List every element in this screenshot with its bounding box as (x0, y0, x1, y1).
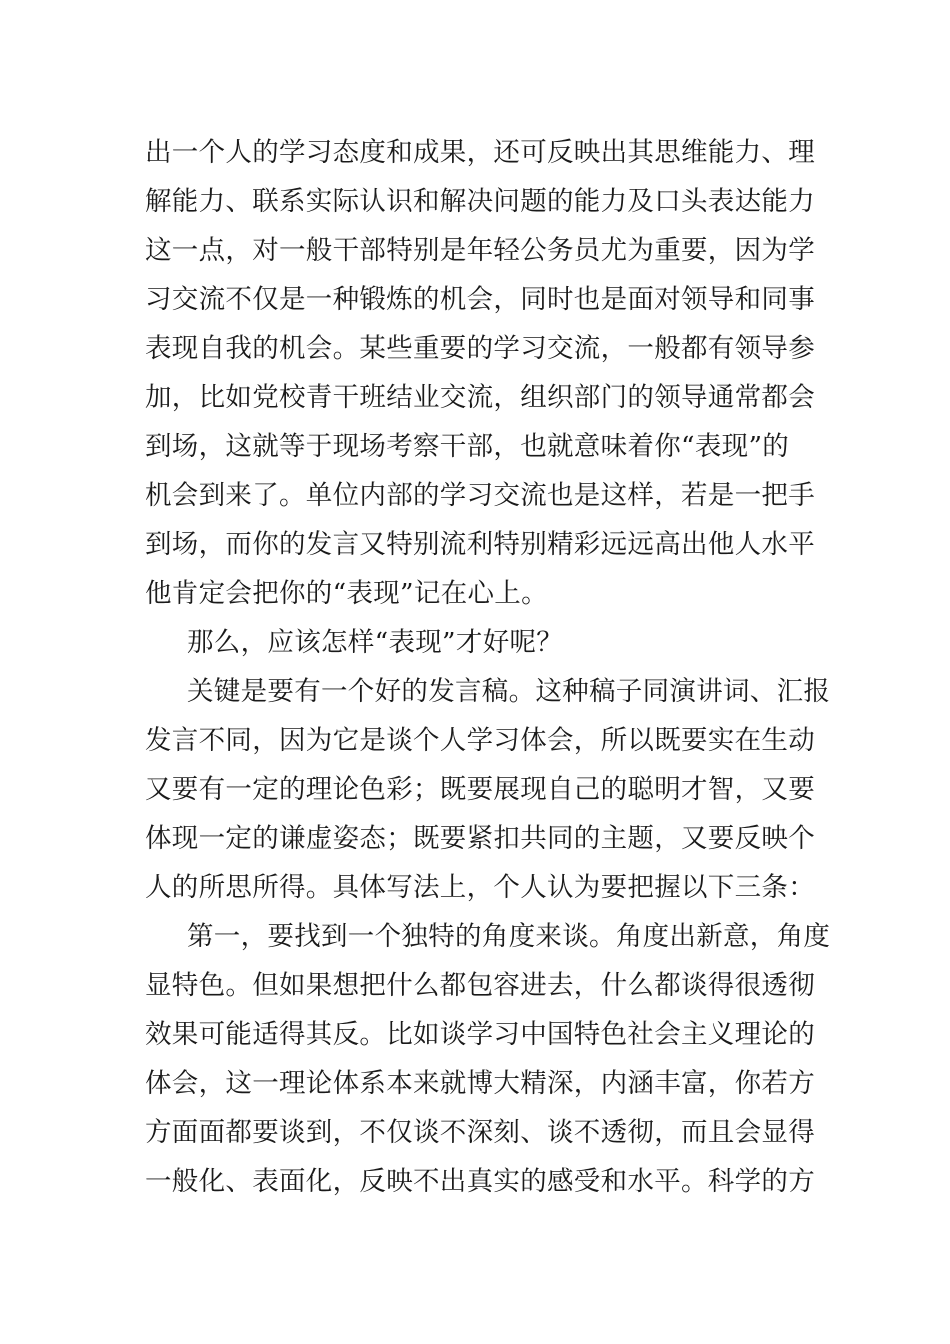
text-line: 效果可能适得其反。比如谈学习中国特色社会主义理论的 (145, 1019, 815, 1050)
text-line: 体会，这一理论体系本来就博大精深，内涵丰富，你若方 (145, 1068, 815, 1099)
text-line: 又要有一定的理论色彩；既要展现自己的聪明才智，又要 (145, 774, 815, 805)
text-line: 解能力、联系实际认识和解决问题的能力及口头表达能力 (145, 186, 815, 217)
text-line: 发言不同，因为它是谈个人学习体会，所以既要实在生动 (145, 725, 815, 756)
text-line: 体现一定的谦虚姿态；既要紧扣共同的主题，又要反映个 (145, 823, 815, 854)
paragraph-first-line: 第一，要找到一个独特的角度来谈。角度出新意，角度 (187, 921, 831, 952)
text-line: 显特色。但如果想把什么都包容进去，什么都谈得很透彻 (145, 970, 815, 1001)
paragraph-first-line: 那么，应该怎样“表现”才好呢？ (187, 627, 564, 658)
text-line: 出一个人的学习态度和成果，还可反映出其思维能力、理 (145, 137, 815, 168)
text-line: 人的所思所得。具体写法上，个人认为要把握以下三条： (145, 872, 815, 903)
paragraph-first-line: 关键是要有一个好的发言稿。这种稿子同演讲词、汇报 (187, 676, 831, 707)
text-line: 他肯定会把你的“表现”记在心上。 (145, 578, 548, 609)
text-line: 表现自我的机会。某些重要的学习交流，一般都有领导参 (145, 333, 815, 364)
text-line: 方面面都要谈到，不仅谈不深刻、谈不透彻，而且会显得 (145, 1117, 815, 1148)
text-line: 加，比如党校青干班结业交流，组织部门的领导通常都会 (145, 382, 815, 413)
text-line: 习交流不仅是一种锻炼的机会，同时也是面对领导和同事 (145, 284, 815, 315)
text-line: 到场，而你的发言又特别流利特别精彩远远高出他人水平 (145, 529, 815, 560)
text-line: 这一点，对一般干部特别是年轻公务员尤为重要，因为学 (145, 235, 815, 266)
body-text (145, 128, 831, 1206)
text-line: 机会到来了。单位内部的学习交流也是这样，若是一把手 (145, 480, 815, 511)
text-line: 一般化、表面化，反映不出真实的感受和水平。科学的方 (145, 1166, 815, 1197)
text-line: 到场，这就等于现场考察干部，也就意味着你“表现”的 (145, 431, 790, 462)
